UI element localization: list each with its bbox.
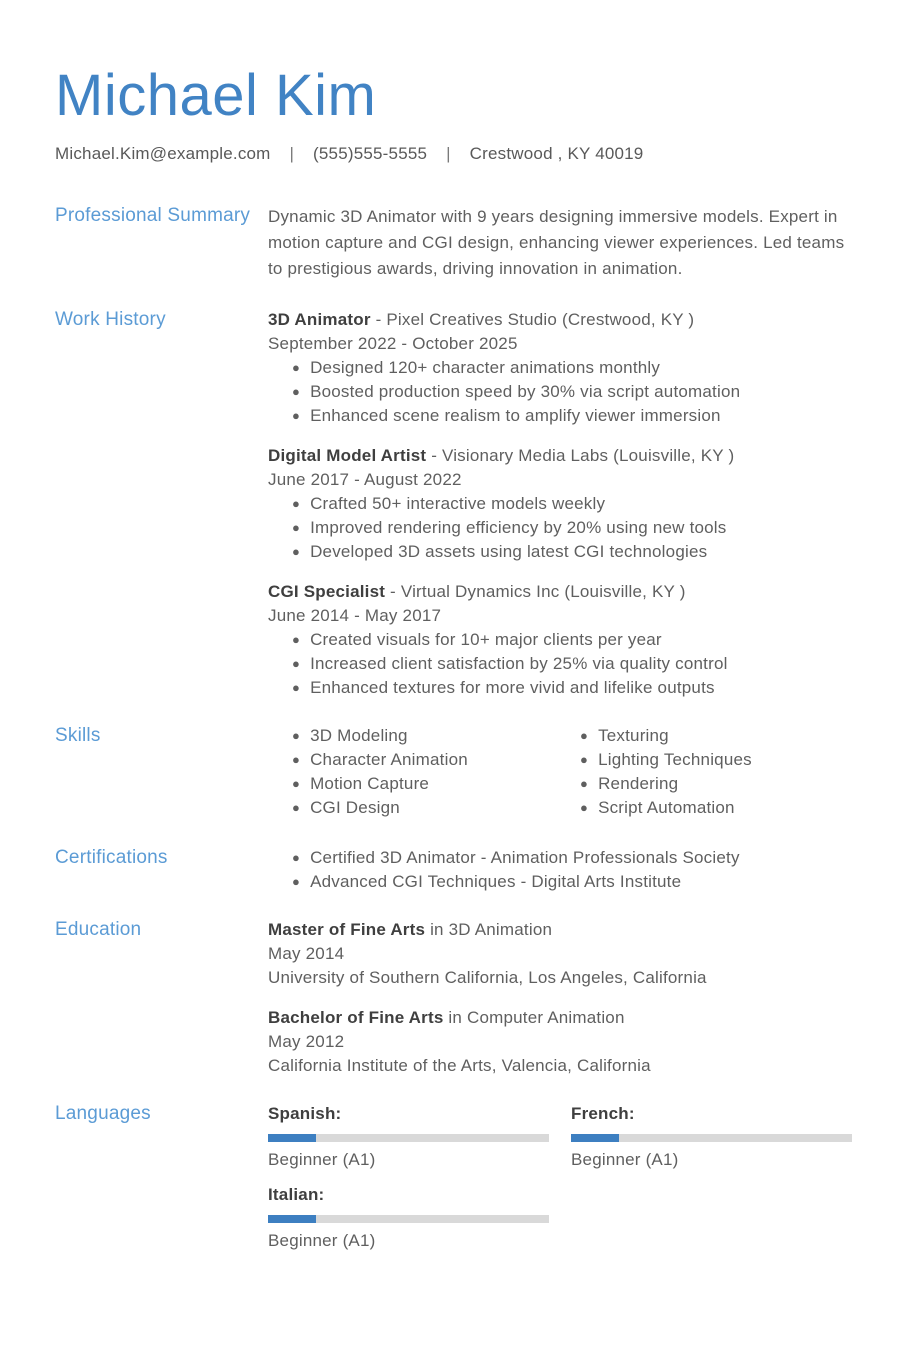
degree-field: in 3D Animation xyxy=(425,920,553,939)
language-progress-bar xyxy=(268,1215,549,1223)
contact-location: Crestwood , KY 40019 xyxy=(469,144,644,163)
bullet-icon: ● xyxy=(292,632,301,647)
language-progress-bar xyxy=(268,1134,549,1142)
bullet-icon: ● xyxy=(292,408,301,423)
skill-item: ● CGI Design xyxy=(292,796,556,820)
job-title-line xyxy=(268,580,852,604)
page-title: Michael Kim xyxy=(55,63,377,128)
degree-name: Bachelor of Fine Arts xyxy=(268,1008,444,1027)
job-entry xyxy=(268,580,852,700)
skill-item: ● Lighting Techniques xyxy=(580,748,852,772)
bullet-icon: ● xyxy=(292,728,301,743)
language-level: Beginner (A1) xyxy=(571,1150,679,1169)
job-bullet-list xyxy=(292,628,852,700)
bullet-icon: ● xyxy=(580,800,589,815)
contact-line xyxy=(55,142,852,166)
job-company: - Pixel Creatives Studio (Crestwood, KY ) xyxy=(370,310,695,329)
job-title: 3D Animator xyxy=(268,310,371,329)
job-dates: June 2014 - May 2017 xyxy=(268,606,442,625)
skill-item: ● Motion Capture xyxy=(292,772,556,796)
degree-title-line xyxy=(268,918,852,942)
bullet-icon: ● xyxy=(292,776,301,791)
education-content xyxy=(268,918,852,1078)
bullet-icon: ● xyxy=(292,360,301,375)
language-level: Beginner (A1) xyxy=(268,1231,376,1250)
bullet-icon: ● xyxy=(292,656,301,671)
bullet-icon: ● xyxy=(292,520,301,535)
degree-field: in Computer Animation xyxy=(443,1008,625,1027)
skill-item: ● Texturing xyxy=(580,724,852,748)
degree-entry xyxy=(268,1006,852,1078)
bullet-icon: ● xyxy=(292,496,301,511)
certification-item: ● Advanced CGI Techniques - Digital Arts Institute xyxy=(292,870,852,894)
section-label-education: Education xyxy=(55,919,142,940)
language-item xyxy=(268,1183,549,1253)
bullet-icon: ● xyxy=(292,874,301,889)
job-bullet: ● Increased client satisfaction by 25% via quality control xyxy=(292,652,852,676)
degree-date: May 2014 xyxy=(268,944,345,963)
job-entry xyxy=(268,444,852,564)
section-label-work-history: Work History xyxy=(55,309,166,330)
contact-phone: (555)555-5555 xyxy=(313,144,428,163)
bullet-icon: ● xyxy=(292,544,301,559)
language-name: Spanish: xyxy=(268,1104,342,1123)
job-title-line xyxy=(268,444,852,468)
skill-item: ● Script Automation xyxy=(580,796,852,820)
degree-school: University of Southern California, Los Angeles, California xyxy=(268,968,707,987)
job-bullet-list xyxy=(292,356,852,428)
job-company: - Virtual Dynamics Inc (Louisville, KY ) xyxy=(385,582,686,601)
skills-column-left xyxy=(292,724,556,820)
separator: | xyxy=(446,144,451,163)
job-bullet: ● Designed 120+ character animations monthly xyxy=(292,356,852,380)
job-company: - Visionary Media Labs (Louisville, KY ) xyxy=(426,446,735,465)
language-item xyxy=(268,1102,549,1172)
contact-email: Michael.Kim@example.com xyxy=(55,144,271,163)
section-label-professional-summary: Professional Summary xyxy=(55,205,251,226)
job-title-line xyxy=(268,308,852,332)
section-skills xyxy=(55,724,852,820)
language-progress-fill xyxy=(268,1215,316,1223)
section-label-languages: Languages xyxy=(55,1103,151,1124)
job-dates: June 2017 - August 2022 xyxy=(268,470,462,489)
job-entry xyxy=(268,308,852,428)
job-title: Digital Model Artist xyxy=(268,446,427,465)
job-bullet: ● Created visuals for 10+ major clients per year xyxy=(292,628,852,652)
job-dates: September 2022 - October 2025 xyxy=(268,334,518,353)
degree-entry xyxy=(268,918,852,990)
bullet-icon: ● xyxy=(292,680,301,695)
job-bullet: ● Developed 3D assets using latest CGI technologies xyxy=(292,540,852,564)
job-bullet: ● Improved rendering efficiency by 20% using new tools xyxy=(292,516,852,540)
certification-item: ● Certified 3D Animator - Animation Professionals Society xyxy=(292,846,852,870)
degree-school: California Institute of the Arts, Valencia, California xyxy=(268,1056,651,1075)
skill-item: ● Character Animation xyxy=(292,748,556,772)
job-bullet: ● Crafted 50+ interactive models weekly xyxy=(292,492,852,516)
languages-content xyxy=(268,1102,852,1253)
language-name: French: xyxy=(571,1104,635,1123)
bullet-icon: ● xyxy=(580,776,589,791)
section-languages xyxy=(55,1102,852,1253)
bullet-icon: ● xyxy=(580,752,589,767)
skill-item: ● 3D Modeling xyxy=(292,724,556,748)
bullet-icon: ● xyxy=(292,850,301,865)
job-bullet: ● Enhanced scene realism to amplify viewer immersion xyxy=(292,404,852,428)
section-certifications xyxy=(55,846,852,894)
certification-list xyxy=(292,846,852,894)
bullet-icon: ● xyxy=(292,800,301,815)
work-history-content xyxy=(268,308,852,700)
job-bullet: ● Enhanced textures for more vivid and lifelike outputs xyxy=(292,676,852,700)
degree-name: Master of Fine Arts xyxy=(268,920,426,939)
certifications-content xyxy=(268,846,852,894)
skills-column-right xyxy=(580,724,852,820)
language-level: Beginner (A1) xyxy=(268,1150,376,1169)
job-bullet-list xyxy=(292,492,852,564)
language-progress-fill xyxy=(268,1134,316,1142)
skill-item: ● Rendering xyxy=(580,772,852,796)
language-name: Italian: xyxy=(268,1185,325,1204)
skills-content xyxy=(268,724,852,820)
section-work-history xyxy=(55,308,852,700)
bullet-icon: ● xyxy=(292,752,301,767)
job-bullet: ● Boosted production speed by 30% via script automation xyxy=(292,380,852,404)
section-label-certifications: Certifications xyxy=(55,847,168,868)
section-professional-summary xyxy=(55,204,852,282)
language-progress-bar xyxy=(571,1134,852,1142)
bullet-icon: ● xyxy=(292,384,301,399)
section-education xyxy=(55,918,852,1078)
degree-title-line xyxy=(268,1006,852,1030)
degree-date: May 2012 xyxy=(268,1032,345,1051)
professional-summary-text: Dynamic 3D Animator with 9 years designing immersive models. Expert in motion capture and CGI design, enhancing viewer experiences. Led teams to prestigious awards, driving innovation in animation. xyxy=(268,207,845,278)
separator: | xyxy=(289,144,295,163)
job-title: CGI Specialist xyxy=(268,582,386,601)
language-progress-fill xyxy=(571,1134,619,1142)
section-label-skills: Skills xyxy=(55,725,101,746)
bullet-icon: ● xyxy=(580,728,589,743)
language-item xyxy=(571,1102,852,1172)
